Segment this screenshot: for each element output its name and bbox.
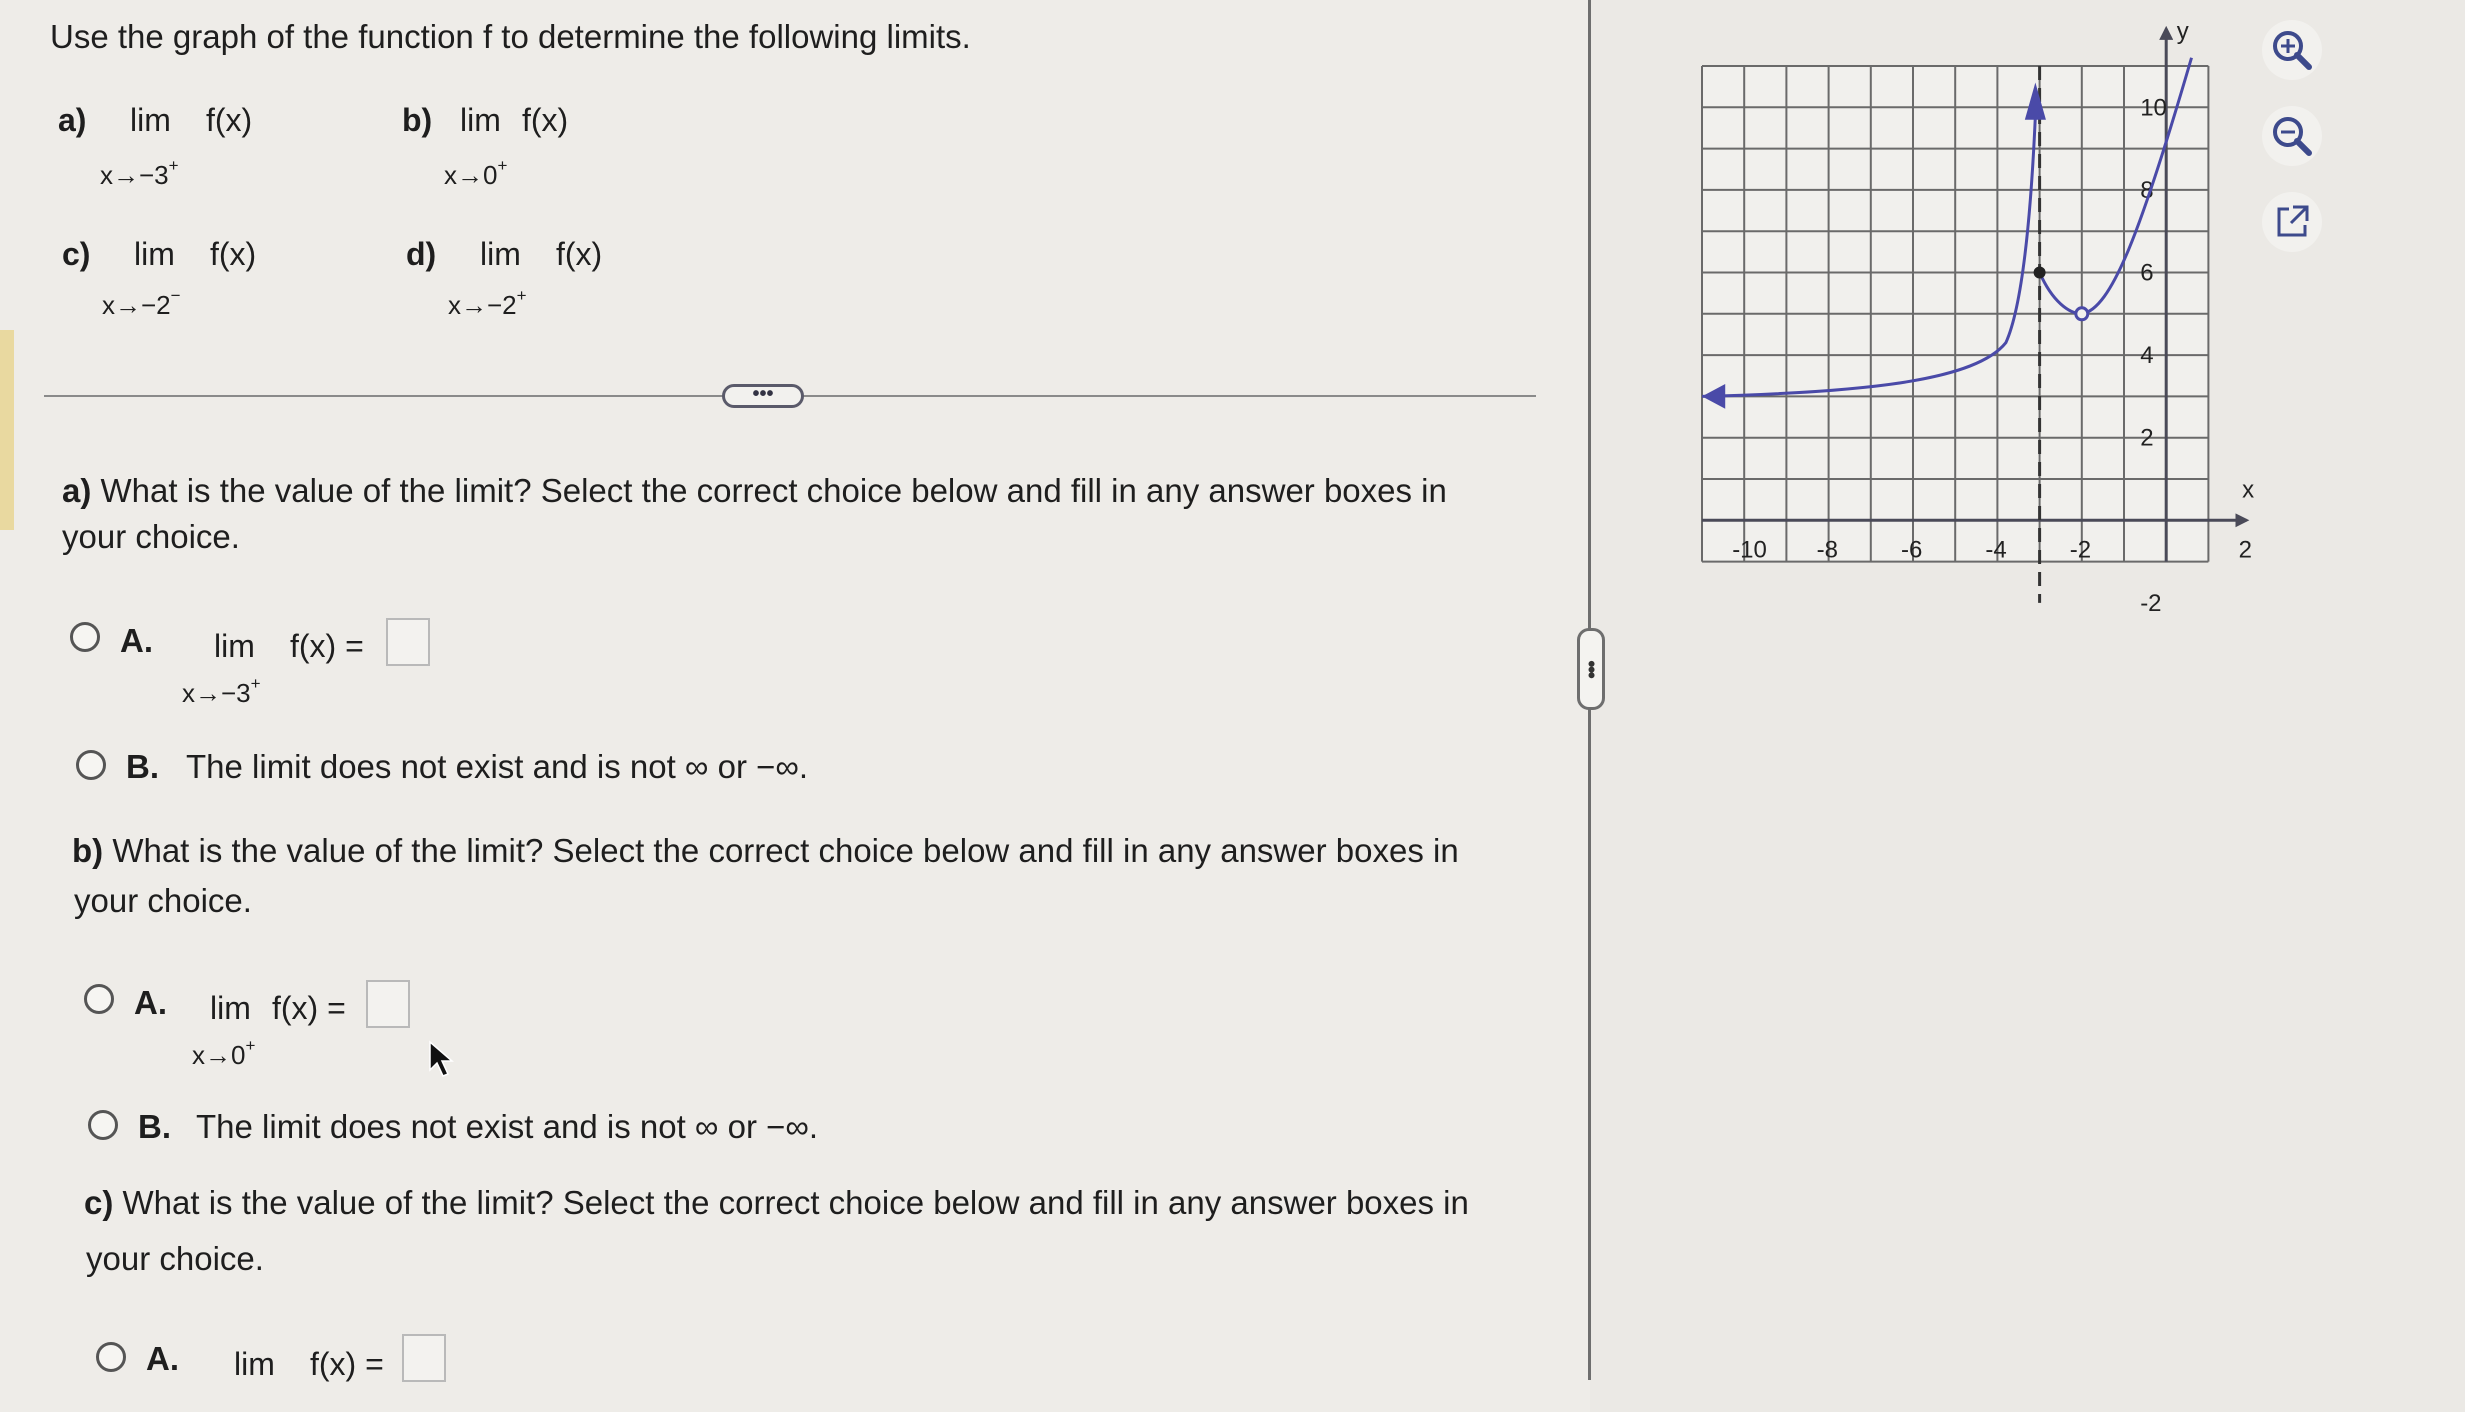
limit-letter: b) <box>402 102 433 138</box>
y-tick-label: 10 <box>2140 94 2167 122</box>
open-point <box>2076 308 2088 320</box>
limit-letter: a) <box>58 102 87 138</box>
question-text: c) What is the value of the limit? Select the correct choice below and fill in any answer boxes in <box>84 1184 1469 1221</box>
answer-box[interactable] <box>366 980 410 1028</box>
choice-letter: A. <box>120 622 153 659</box>
popout-button[interactable] <box>2262 192 2322 252</box>
choice-a-radio[interactable] <box>96 1342 126 1372</box>
choice-letter: B. <box>138 1108 171 1145</box>
lim-word: lim <box>214 628 255 664</box>
limit-approach: x→−2− <box>102 286 181 320</box>
question-text-cont: your choice. <box>62 518 240 555</box>
x-tick-label: -8 <box>1816 536 1838 564</box>
limit-letter: c) <box>62 236 91 272</box>
y-tick-label: 4 <box>2140 342 2154 370</box>
highlight-strip <box>0 330 14 530</box>
question-text: a) What is the value of the limit? Select the correct choice below and fill in any answer boxes in <box>62 472 1447 509</box>
expand-more-button[interactable]: ••• <box>722 384 804 408</box>
limit-approach: x→0+ <box>444 156 508 190</box>
x-tick-label: -2 <box>2069 536 2092 564</box>
x-tick-label: 2 <box>2238 536 2252 564</box>
lim-word: lim <box>210 990 251 1026</box>
y-axis-label: y <box>2176 18 2189 46</box>
y-tick-label: -2 <box>2140 589 2162 617</box>
popout-icon <box>2271 201 2313 243</box>
limit-function: f(x) <box>522 102 569 138</box>
choice-letter: A. <box>134 984 167 1021</box>
choice-letter: B. <box>126 748 159 785</box>
y-tick-label: 2 <box>2140 424 2154 452</box>
limit-function: f(x) <box>210 236 257 272</box>
limit-letter: d) <box>406 236 437 272</box>
zoom-out-button[interactable] <box>2262 106 2322 166</box>
limit-approach: x→−3+ <box>100 156 179 190</box>
zoom-in-icon <box>2269 27 2315 73</box>
choice-letter: A. <box>146 1340 179 1377</box>
mouse-cursor-icon <box>428 1040 458 1080</box>
question-text: b) What is the value of the limit? Select the correct choice below and fill in any answer boxes in <box>72 832 1459 869</box>
zoom-in-button[interactable] <box>2262 20 2322 80</box>
y-tick-label: 8 <box>2140 176 2154 204</box>
limit-function: f(x) <box>206 102 253 138</box>
choice-a-radio[interactable] <box>70 622 100 652</box>
choice-b-radio[interactable] <box>76 750 106 780</box>
answer-box[interactable] <box>386 618 430 666</box>
y-tick-label: 6 <box>2140 259 2154 287</box>
x-tick-label: -10 <box>1732 536 1767 564</box>
choice-approach: x→0+ <box>192 1036 256 1070</box>
choice-approach: x→−3+ <box>182 674 261 708</box>
x-tick-label: -6 <box>1901 536 1923 564</box>
choice-b-text: The limit does not exist and is not ∞ or −∞. <box>186 748 809 785</box>
lim-word: lim <box>460 102 501 138</box>
pane-resize-handle[interactable]: ••• <box>1577 628 1605 710</box>
limit-approach: x→−2+ <box>448 286 527 320</box>
choice-b-radio[interactable] <box>88 1110 118 1140</box>
function-graph <box>1680 18 2260 617</box>
choice-function: f(x) = <box>310 1346 384 1382</box>
x-axis-label: x <box>2242 476 2255 504</box>
question-text-cont: your choice. <box>86 1240 264 1277</box>
choice-a-radio[interactable] <box>84 984 114 1014</box>
question-text-cont: your choice. <box>74 882 252 919</box>
choice-function: f(x) = <box>272 990 346 1026</box>
lim-word: lim <box>234 1346 275 1382</box>
choice-function: f(x) = <box>290 628 364 664</box>
answer-box[interactable] <box>402 1334 446 1382</box>
x-tick-label: -4 <box>1985 536 2007 564</box>
limit-function: f(x) <box>556 236 603 272</box>
lim-word: lim <box>130 102 171 138</box>
instructions-text: Use the graph of the function f to determine the following limits. <box>50 18 971 55</box>
choice-b-text: The limit does not exist and is not ∞ or −∞. <box>196 1108 819 1145</box>
zoom-out-icon <box>2269 113 2315 159</box>
lim-word: lim <box>480 236 521 272</box>
closed-point <box>2034 267 2046 279</box>
lim-word: lim <box>134 236 175 272</box>
